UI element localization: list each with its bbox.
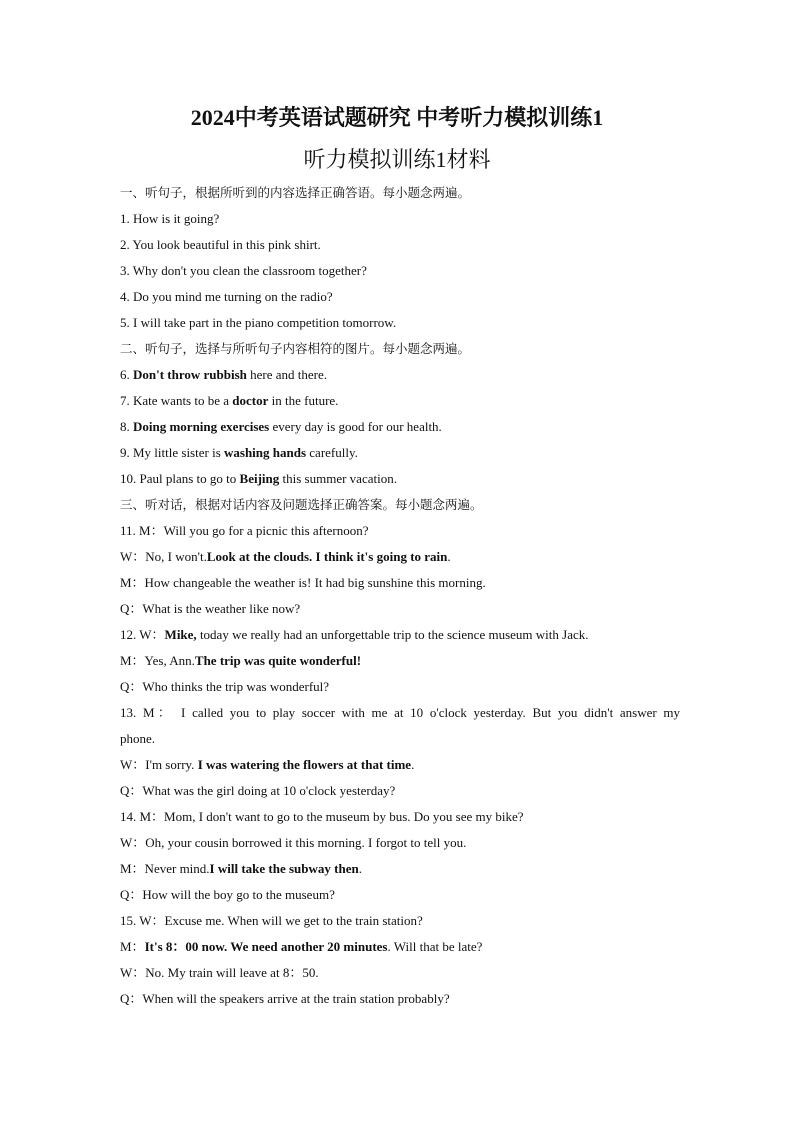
item-text: 7. Kate wants to be a [120,393,233,408]
dialogue-line [120,648,680,674]
dialogue-text: M：Yes, Ann. [120,653,195,668]
dialogue-text: 12. W： [120,627,165,642]
dialogue-key-phrase: Look at the clouds. I think it's going to rain [206,549,448,564]
dialogue-key-phrase: Mike, [164,627,197,642]
dialogue-line [120,674,680,700]
item-text: carefully. [306,445,358,460]
item-key-phrase: Beijing [239,471,280,486]
dialogue-text: phone. [120,731,156,746]
dialogue-line [120,544,680,570]
item-text: here and there. [246,367,328,382]
dialogue-text: Q：What is the weather like now? [120,601,301,616]
dialogue-text: Q：What was the girl doing at 10 o'clock yesterday? [120,783,396,798]
dialogue-text: today we really had an unforgettable trip to the science museum with Jack. [196,627,589,642]
dialogue-line [120,986,680,1012]
dialogue-line [120,960,680,986]
item-key-phrase: Don't throw rubbish [133,367,247,382]
item-key-phrase: washing hands [224,445,307,460]
section-2-item [120,466,680,492]
dialogue-text: . [358,861,362,876]
dialogue-text: M：How changeable the weather is! It had big sunshine this morning. [120,575,486,590]
dialogue-text: M：Never mind. [120,861,210,876]
dialogue-line [120,700,680,726]
section-1-item: 1. How is it going? [120,211,220,226]
item-text: 10. Paul plans to go to [120,471,240,486]
section-1-item: 3. Why don't you clean the classroom together? [120,263,367,278]
dialogue-text: W：I'm sorry. [120,757,198,772]
dialogue-line [120,830,680,856]
item-text: 8. [120,419,133,434]
section-1-item: 2. You look beautiful in this pink shirt. [120,237,321,252]
section-2-heading: 二、听句子，选择与所听句子内容相符的图片。每小题念两遍。 [120,341,471,356]
section-1-item: 5. I will take part in the piano competition tomorrow. [120,315,397,330]
section-1-heading: 一、听句子，根据所听到的内容选择正确答语。每小题念两遍。 [120,185,471,200]
dialogue-text: 13. M： I called you to play soccer with me at 10 o'clock yesterday. But you didn't answer my [120,705,680,720]
dialogue-text: W：No. My train will leave at 8：50. [120,965,319,980]
item-text: 9. My little sister is [120,445,224,460]
dialogue-line [120,804,680,830]
item-key-phrase: Doing morning exercises [133,419,270,434]
dialogue-line [120,882,680,908]
dialogue-key-phrase: I will take the subway then [209,861,359,876]
dialogue-text: 15. W：Excuse me. When will we get to the train station? [120,913,423,928]
dialogue-line [120,622,680,648]
dialogue-text: Q：Who thinks the trip was wonderful? [120,679,330,694]
item-text: 6. [120,367,133,382]
section-1-item: 4. Do you mind me turning on the radio? [120,289,333,304]
item-key-phrase: doctor [232,393,269,408]
dialogue-key-phrase: It's 8：00 now. We need another 20 minutes [144,939,388,954]
dialogue-line [120,570,680,596]
dialogue-text: W：Oh, your cousin borrowed it this morning. I forgot to tell you. [120,835,467,850]
dialogue-text: . Will that be late? [387,939,483,954]
dialogue-text: Q：How will the boy go to the museum? [120,887,335,902]
dialogue-text: . [447,549,451,564]
document-subtitle: 听力模拟训练1材料 [303,147,491,172]
dialogue-line [120,752,680,778]
listening-material [120,180,680,1012]
section-2-item [120,362,680,388]
dialogue-line [120,518,680,544]
dialogue-line [120,856,680,882]
section-2-item [120,414,680,440]
dialogue-key-phrase: The trip was quite wonderful! [194,653,362,668]
dialogue-text: . [411,757,415,772]
dialogue-line [120,596,680,622]
dialogue-text: M： [120,939,145,954]
dialogue-text: 11. M：Will you go for a picnic this afternoon? [120,523,369,538]
section-2-item [120,440,680,466]
item-text: in the future. [268,393,339,408]
dialogue-line [120,908,680,934]
dialogue-text: 14. M：Mom, I don't want to go to the museum by bus. Do you see my bike? [120,809,524,824]
item-text: every day is good for our health. [269,419,442,434]
dialogue-text: Q：When will the speakers arrive at the train station probably? [120,991,450,1006]
dialogue-line [120,934,680,960]
section-2-item [120,388,680,414]
item-text: this summer vacation. [279,471,397,486]
document-title: 2024中考英语试题研究 中考听力模拟训练1 [190,105,604,130]
dialogue-key-phrase: I was watering the flowers at that time [197,757,412,772]
dialogue-line [120,726,680,752]
dialogue-line [120,778,680,804]
section-3-heading: 三、听对话，根据对话内容及问题选择正确答案。每小题念两遍。 [120,497,483,512]
dialogue-text: W：No, I won't. [120,549,207,564]
